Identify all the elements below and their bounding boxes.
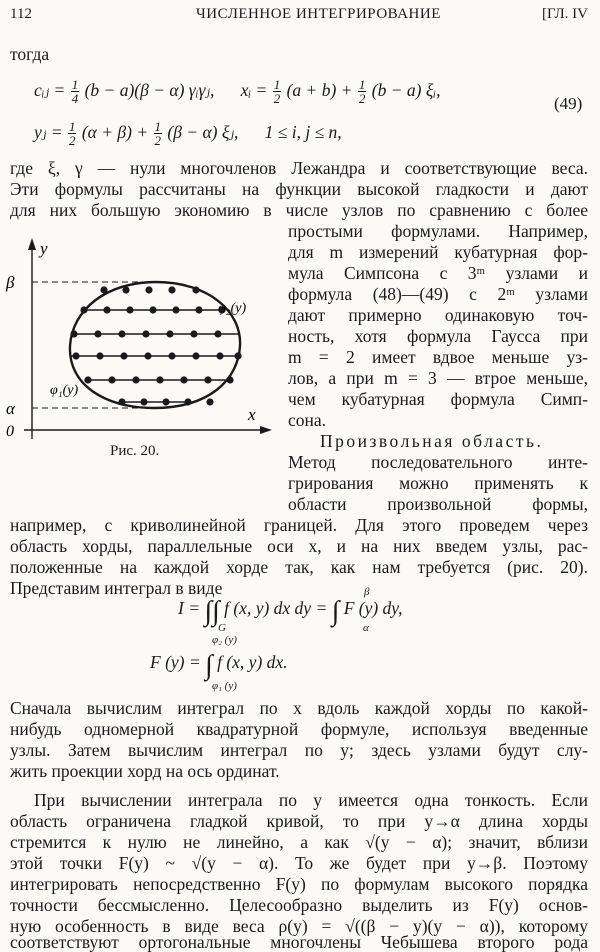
node-dot [162,398,169,405]
label-y: y [40,239,48,258]
node-dot [108,376,115,383]
p2-line5: область хорды, параллельные оси x, и на них введем узлы, рас- [10,536,588,556]
c-ij-rhs: (b − a)(β − α) γᵢγⱼ, [84,80,215,100]
region-boundary [70,282,240,408]
p1-line13: сона. [288,410,327,430]
integral-sign-beta: ∫ [331,596,340,627]
x-i-lhs: xᵢ = [240,80,268,100]
y-axis-arrow [28,238,36,250]
node-dot [168,352,175,359]
y-j-lhs: yⱼ = [34,122,63,142]
p1-line8: дают примерно одинаковую точ- [288,305,588,325]
p4-line1: При вычислении интеграла по y имеется одна тонкость. Если [34,790,588,810]
node-dot [126,306,133,313]
label-phi2: φ₂(y) [218,301,247,316]
intro-word: тогда [10,44,50,64]
y-j-mid: (α + β) + [81,122,149,142]
frac-quarter: $\frac{1}{4}$ [71,77,79,107]
frac-half-4: $\frac{1}{2}$ [154,119,162,149]
p2-line2: грирования можно применять к [288,473,588,493]
page-header [10,6,588,28]
figure-20 [4,234,274,444]
F-lhs: F (y) = [150,652,201,672]
p2-line4: например, с криволинейной границей. Для этого проведем через [10,515,588,535]
x-axis-arrow [260,426,272,434]
I-sub-G: G [218,622,226,634]
node-dot [216,352,223,359]
node-dot [204,376,211,383]
label-x: x [248,405,256,424]
node-dot [118,330,125,337]
node-dot [144,352,151,359]
node-dot [206,398,213,405]
p1-line4: простыми формулами. Например, [288,221,588,241]
label-phi1: φ₁(y) [50,383,79,398]
node-dot [190,330,197,337]
node-dot [168,286,175,293]
I-mid: f (x, y) dx dy = [224,598,328,618]
I-rhs: F (y) dy, [343,598,403,618]
nodes-group [70,286,241,405]
label-origin: 0 [6,423,14,440]
node-dot [72,352,79,359]
label-beta: β [6,273,15,292]
node-dot [140,398,147,405]
frac-half-2: $\frac{1}{2}$ [358,77,366,107]
index-range: 1 ≤ i, j ≤ n, [264,122,342,142]
p1-line5: для m измерений кубатурная фор- [288,242,588,262]
running-title: ЧИСЛЕННОЕ ИНТЕГРИРОВАНИЕ [196,6,441,22]
node-dot [195,306,202,313]
F-rhs: f (x, y) dx. [217,652,288,672]
p1-line7: формула (48)—(49) с 2ᵐ узлами [288,284,588,304]
node-dot [103,306,110,313]
node-dot [234,352,241,359]
p3-line2: нибудь одномерной квадратурной формуле, используя введенные [10,719,588,739]
node-dot [96,352,103,359]
node-dot [122,286,129,293]
node-dot [70,330,77,337]
I-upper-beta: β [364,586,370,598]
p2-line1: Метод последовательного инте- [288,452,588,472]
p1-line10: m = 2 имеет вдвое меньше уз- [288,347,588,367]
p1-line1: где ξ, γ — нули многочленов Лежандра и соответствующие веса. [10,158,588,178]
equation-number: (49) [554,94,583,113]
p1-line12: чем кубатурная формула Симп- [288,389,588,409]
F-upper-limit: φ₂ (y) [212,634,237,646]
p1-line9: ность, хотя формула Гаусса при [288,326,588,346]
p2-line6: положенные на каждой хорде так, как нам требуется (рис. 20). [10,557,588,577]
x-i-mid: (a + b) + [286,80,353,100]
double-integral-sign: ∫∫ [204,596,220,627]
F-lower-limit: φ₁ (y) [212,680,237,692]
p4-line4: этой точки F(y) ~ √(y − α). То же будет при y→β. Поэтому [10,853,588,873]
p2-line3: области произвольной формы, [288,494,588,514]
frac-half-3: $\frac{1}{2}$ [68,119,76,149]
p2-line7: Представим интеграл в виде [10,578,223,598]
formula-49-line2 [34,114,342,150]
p1-line11: лов, а при m = 3 — втрое меньше, [288,368,588,388]
chapter-label: [ГЛ. IV [541,6,588,22]
node-dot [180,376,187,383]
p4-line5: интегрировать непосредственно F(y) по формулам высокого порядка [10,874,588,894]
node-dot [184,398,191,405]
frac-half-1: $\frac{1}{2}$ [273,77,281,107]
x-i-rhs: (b − a) ξᵢ, [371,80,441,100]
node-dot [145,286,152,293]
node-dot [132,376,139,383]
node-dot [149,306,156,313]
node-dot [192,286,199,293]
integral-sign-phi: ∫ [205,650,213,681]
formula-49-line1 [34,72,440,108]
p1-line6: мула Симпсона с 3ᵐ узлами и [288,263,588,283]
node-dot [94,330,101,337]
section-title: Произвольная область. [320,431,544,451]
node-dot [226,376,233,383]
node-dot [120,352,127,359]
node-dot [166,330,173,337]
node-dot [84,376,91,383]
p4-line2: область ограничена гладкой кривой, то при y→α длина хорды [10,811,588,831]
I-lhs: I = [178,598,201,618]
p3-line3: узлы. Затем вычислим интеграл по y; здесь узлами будут слу- [10,740,588,760]
node-dot [172,306,179,313]
y-j-rhs: (β − α) ξⱼ, [167,122,239,142]
I-lower-alpha: α [363,622,369,634]
c-ij-lhs: cᵢⱼ = [34,80,66,100]
p4-line8: соответствуют ортогональные многочлены Чебышева второго рода [10,932,588,952]
node-dot [214,330,221,337]
node-dot [156,376,163,383]
label-alpha: α [6,399,15,418]
node-dot [192,352,199,359]
node-dot [100,286,107,293]
p4-line6: точности бессмысленно. Целесообразно выделить из F(y) основ- [10,895,588,915]
figure-caption: Рис. 20. [110,443,160,459]
p1-line2: Эти формулы рассчитаны на функции высокой гладкости и дают [10,179,588,199]
p3-line1: Сначала вычислим интеграл по x вдоль каждой хорды по какой- [10,698,588,718]
node-dot [118,398,125,405]
p4-line3: стремится к нулю не линейно, а как √(y − α); значит, вблизи [10,832,588,852]
node-dot [80,306,87,313]
p4-line7: ную особенность в виде веса ρ(y) = √((β − y)(y − α)), которому [10,916,588,936]
p1-line3: для них большую экономию в числе узлов по сравнению с более [10,200,588,220]
p3-line4: жить проекции хорд на ось ординат. [10,761,280,781]
node-dot [142,330,149,337]
page-number: 112 [10,6,32,22]
